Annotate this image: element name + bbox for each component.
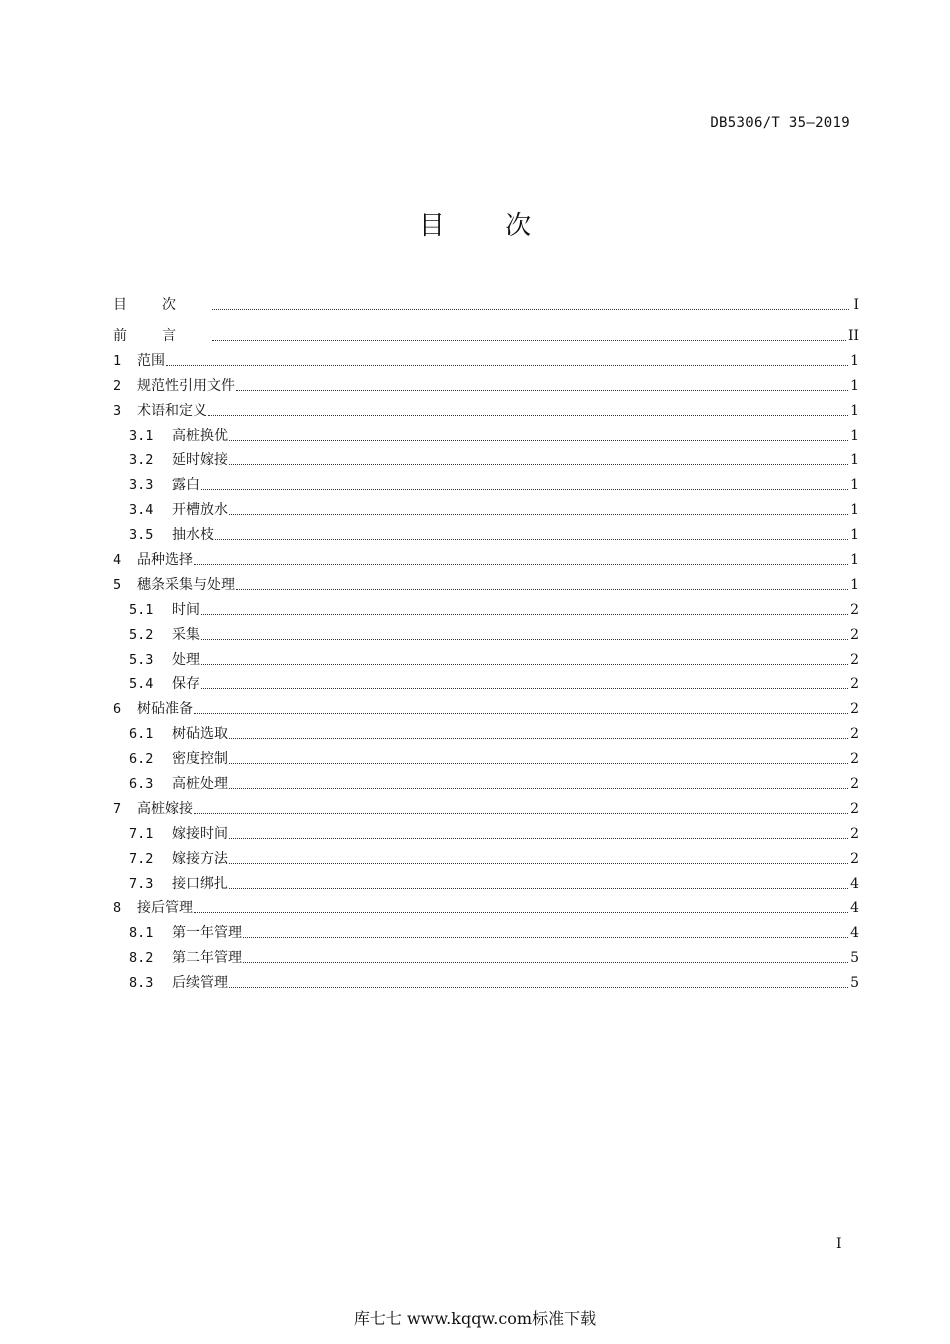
toc-page: 4 <box>850 925 859 942</box>
toc-leader <box>194 564 848 565</box>
title-char-2: 次 <box>505 211 532 241</box>
toc-label: 保存 <box>172 676 200 693</box>
footer-watermark: 库七七 www.kqqw.com标准下载 <box>353 1309 597 1328</box>
toc-page: 2 <box>850 626 859 643</box>
toc-number: 1 <box>113 352 122 369</box>
toc-entry[interactable] <box>113 569 859 594</box>
toc-leader <box>229 440 848 441</box>
toc-page: 2 <box>850 825 859 842</box>
toc-label: 目 次 <box>113 297 176 313</box>
toc-leader <box>212 340 846 341</box>
toc-page: 2 <box>850 776 859 793</box>
toc-leader <box>194 713 848 714</box>
toc-leader <box>229 788 848 789</box>
toc-number: 3.1 <box>129 427 154 444</box>
toc-page: 1 <box>850 477 859 494</box>
toc-page: 1 <box>850 402 859 419</box>
toc-entry[interactable] <box>113 644 859 669</box>
table-of-contents <box>113 283 859 992</box>
toc-label: 抽水枝 <box>172 527 214 544</box>
toc-entry[interactable] <box>113 843 859 868</box>
toc-leader <box>229 763 848 764</box>
toc-label: 第二年管理 <box>172 950 242 967</box>
toc-entry-foreword[interactable] <box>113 314 859 345</box>
toc-label: 范围 <box>137 352 165 369</box>
toc-label: 树砧选取 <box>172 726 228 743</box>
page-title <box>0 205 950 242</box>
toc-label: 前 言 <box>113 328 176 344</box>
toc-label: 采集 <box>172 626 200 643</box>
toc-number: 5.1 <box>129 601 154 618</box>
toc-entry[interactable] <box>113 768 859 793</box>
toc-number: 6.2 <box>129 751 154 768</box>
toc-entry[interactable] <box>113 818 859 843</box>
toc-entry[interactable] <box>113 469 859 494</box>
toc-leader <box>201 639 848 640</box>
toc-entry[interactable] <box>113 445 859 470</box>
toc-number: 3.5 <box>129 527 154 544</box>
toc-page: 2 <box>850 676 859 693</box>
toc-label: 树砧准备 <box>137 701 193 718</box>
toc-number: 7 <box>113 800 122 817</box>
toc-leader <box>194 912 848 913</box>
toc-entry[interactable] <box>113 868 859 893</box>
toc-entry[interactable] <box>113 494 859 519</box>
toc-leader <box>243 937 848 938</box>
toc-entry[interactable] <box>113 693 859 718</box>
toc-number: 4 <box>113 552 122 569</box>
toc-number: 3.3 <box>129 477 154 494</box>
toc-page: 2 <box>850 601 859 618</box>
toc-entry[interactable] <box>113 942 859 967</box>
toc-page: 1 <box>850 427 859 444</box>
toc-leader <box>194 813 848 814</box>
toc-page: 4 <box>850 900 859 917</box>
toc-entry[interactable] <box>113 544 859 569</box>
toc-label: 第一年管理 <box>172 925 242 942</box>
toc-label: 高桩嫁接 <box>137 800 193 817</box>
toc-number: 8.2 <box>129 950 154 967</box>
toc-leader <box>229 738 848 739</box>
toc-leader <box>236 390 848 391</box>
toc-entry[interactable] <box>113 519 859 544</box>
page-number: I <box>836 1236 842 1252</box>
toc-label: 规范性引用文件 <box>137 377 235 394</box>
toc-page: 1 <box>850 576 859 593</box>
toc-page: 5 <box>850 950 859 967</box>
toc-leader <box>229 987 848 988</box>
toc-entry[interactable] <box>113 345 859 370</box>
toc-leader <box>201 614 848 615</box>
toc-entry-contents[interactable] <box>113 283 859 314</box>
toc-page: 2 <box>850 726 859 743</box>
toc-entry[interactable] <box>113 917 859 942</box>
toc-label: 后续管理 <box>172 975 228 992</box>
toc-leader <box>229 464 848 465</box>
toc-label: 处理 <box>172 651 200 668</box>
toc-label: 露白 <box>172 477 200 494</box>
toc-number: 8.3 <box>129 975 154 992</box>
toc-number: 7.2 <box>129 850 154 867</box>
toc-leader <box>243 962 848 963</box>
toc-number: 3.4 <box>129 502 154 519</box>
toc-leader <box>229 863 848 864</box>
toc-entry[interactable] <box>113 893 859 918</box>
toc-number: 6 <box>113 701 122 718</box>
toc-leader <box>229 838 848 839</box>
toc-leader <box>229 514 848 515</box>
toc-number: 8 <box>113 900 122 917</box>
toc-page: 2 <box>850 850 859 867</box>
toc-page: 1 <box>850 377 859 394</box>
toc-entry[interactable] <box>113 619 859 644</box>
toc-number: 5.2 <box>129 626 154 643</box>
toc-leader <box>208 415 848 416</box>
toc-leader <box>201 688 848 689</box>
toc-entry[interactable] <box>113 395 859 420</box>
toc-number: 6.3 <box>129 776 154 793</box>
title-char-1: 目 <box>418 211 445 241</box>
toc-label: 开槽放水 <box>172 502 228 519</box>
toc-label: 时间 <box>172 601 200 618</box>
toc-entry[interactable] <box>113 594 859 619</box>
toc-page: 1 <box>850 552 859 569</box>
toc-entry[interactable] <box>113 743 859 768</box>
toc-entry[interactable] <box>113 420 859 445</box>
toc-page: 2 <box>850 651 859 668</box>
toc-label: 密度控制 <box>172 751 228 768</box>
toc-label: 嫁接方法 <box>172 850 228 867</box>
toc-page: 5 <box>850 975 859 992</box>
toc-label: 嫁接时间 <box>172 825 228 842</box>
toc-label: 延时嫁接 <box>172 452 228 469</box>
toc-label: 高桩处理 <box>172 776 228 793</box>
toc-page: 1 <box>850 502 859 519</box>
document-code: DB5306/T 35—2019 <box>710 115 850 131</box>
toc-number: 8.1 <box>129 925 154 942</box>
toc-number: 6.1 <box>129 726 154 743</box>
toc-entry[interactable] <box>113 793 859 818</box>
toc-number: 3 <box>113 402 122 419</box>
toc-entry[interactable] <box>113 967 859 992</box>
toc-leader <box>201 489 848 490</box>
toc-entry[interactable] <box>113 718 859 743</box>
toc-page: I <box>853 297 859 313</box>
toc-leader <box>236 589 848 590</box>
toc-page: II <box>847 328 859 344</box>
toc-label: 接口绑扎 <box>172 875 228 892</box>
toc-page: 2 <box>850 701 859 718</box>
toc-page: 2 <box>850 800 859 817</box>
toc-number: 7.1 <box>129 825 154 842</box>
toc-number: 2 <box>113 377 122 394</box>
toc-leader <box>215 539 848 540</box>
toc-number: 5.4 <box>129 676 154 693</box>
toc-list <box>113 345 859 992</box>
toc-page: 4 <box>850 875 859 892</box>
toc-page: 1 <box>850 527 859 544</box>
toc-page: 1 <box>850 352 859 369</box>
toc-entry[interactable] <box>113 370 859 395</box>
toc-number: 7.3 <box>129 875 154 892</box>
toc-number: 5.3 <box>129 651 154 668</box>
toc-label: 品种选择 <box>137 552 193 569</box>
toc-entry[interactable] <box>113 669 859 694</box>
toc-page: 2 <box>850 751 859 768</box>
toc-page: 1 <box>850 452 859 469</box>
toc-leader <box>166 365 848 366</box>
toc-leader <box>229 888 848 889</box>
toc-label: 高桩换优 <box>172 427 228 444</box>
toc-number: 3.2 <box>129 452 154 469</box>
toc-label: 术语和定义 <box>137 402 207 419</box>
toc-leader <box>212 309 849 310</box>
toc-label: 接后管理 <box>137 900 193 917</box>
toc-number: 5 <box>113 576 122 593</box>
toc-label: 穗条采集与处理 <box>137 576 235 593</box>
toc-leader <box>201 664 848 665</box>
